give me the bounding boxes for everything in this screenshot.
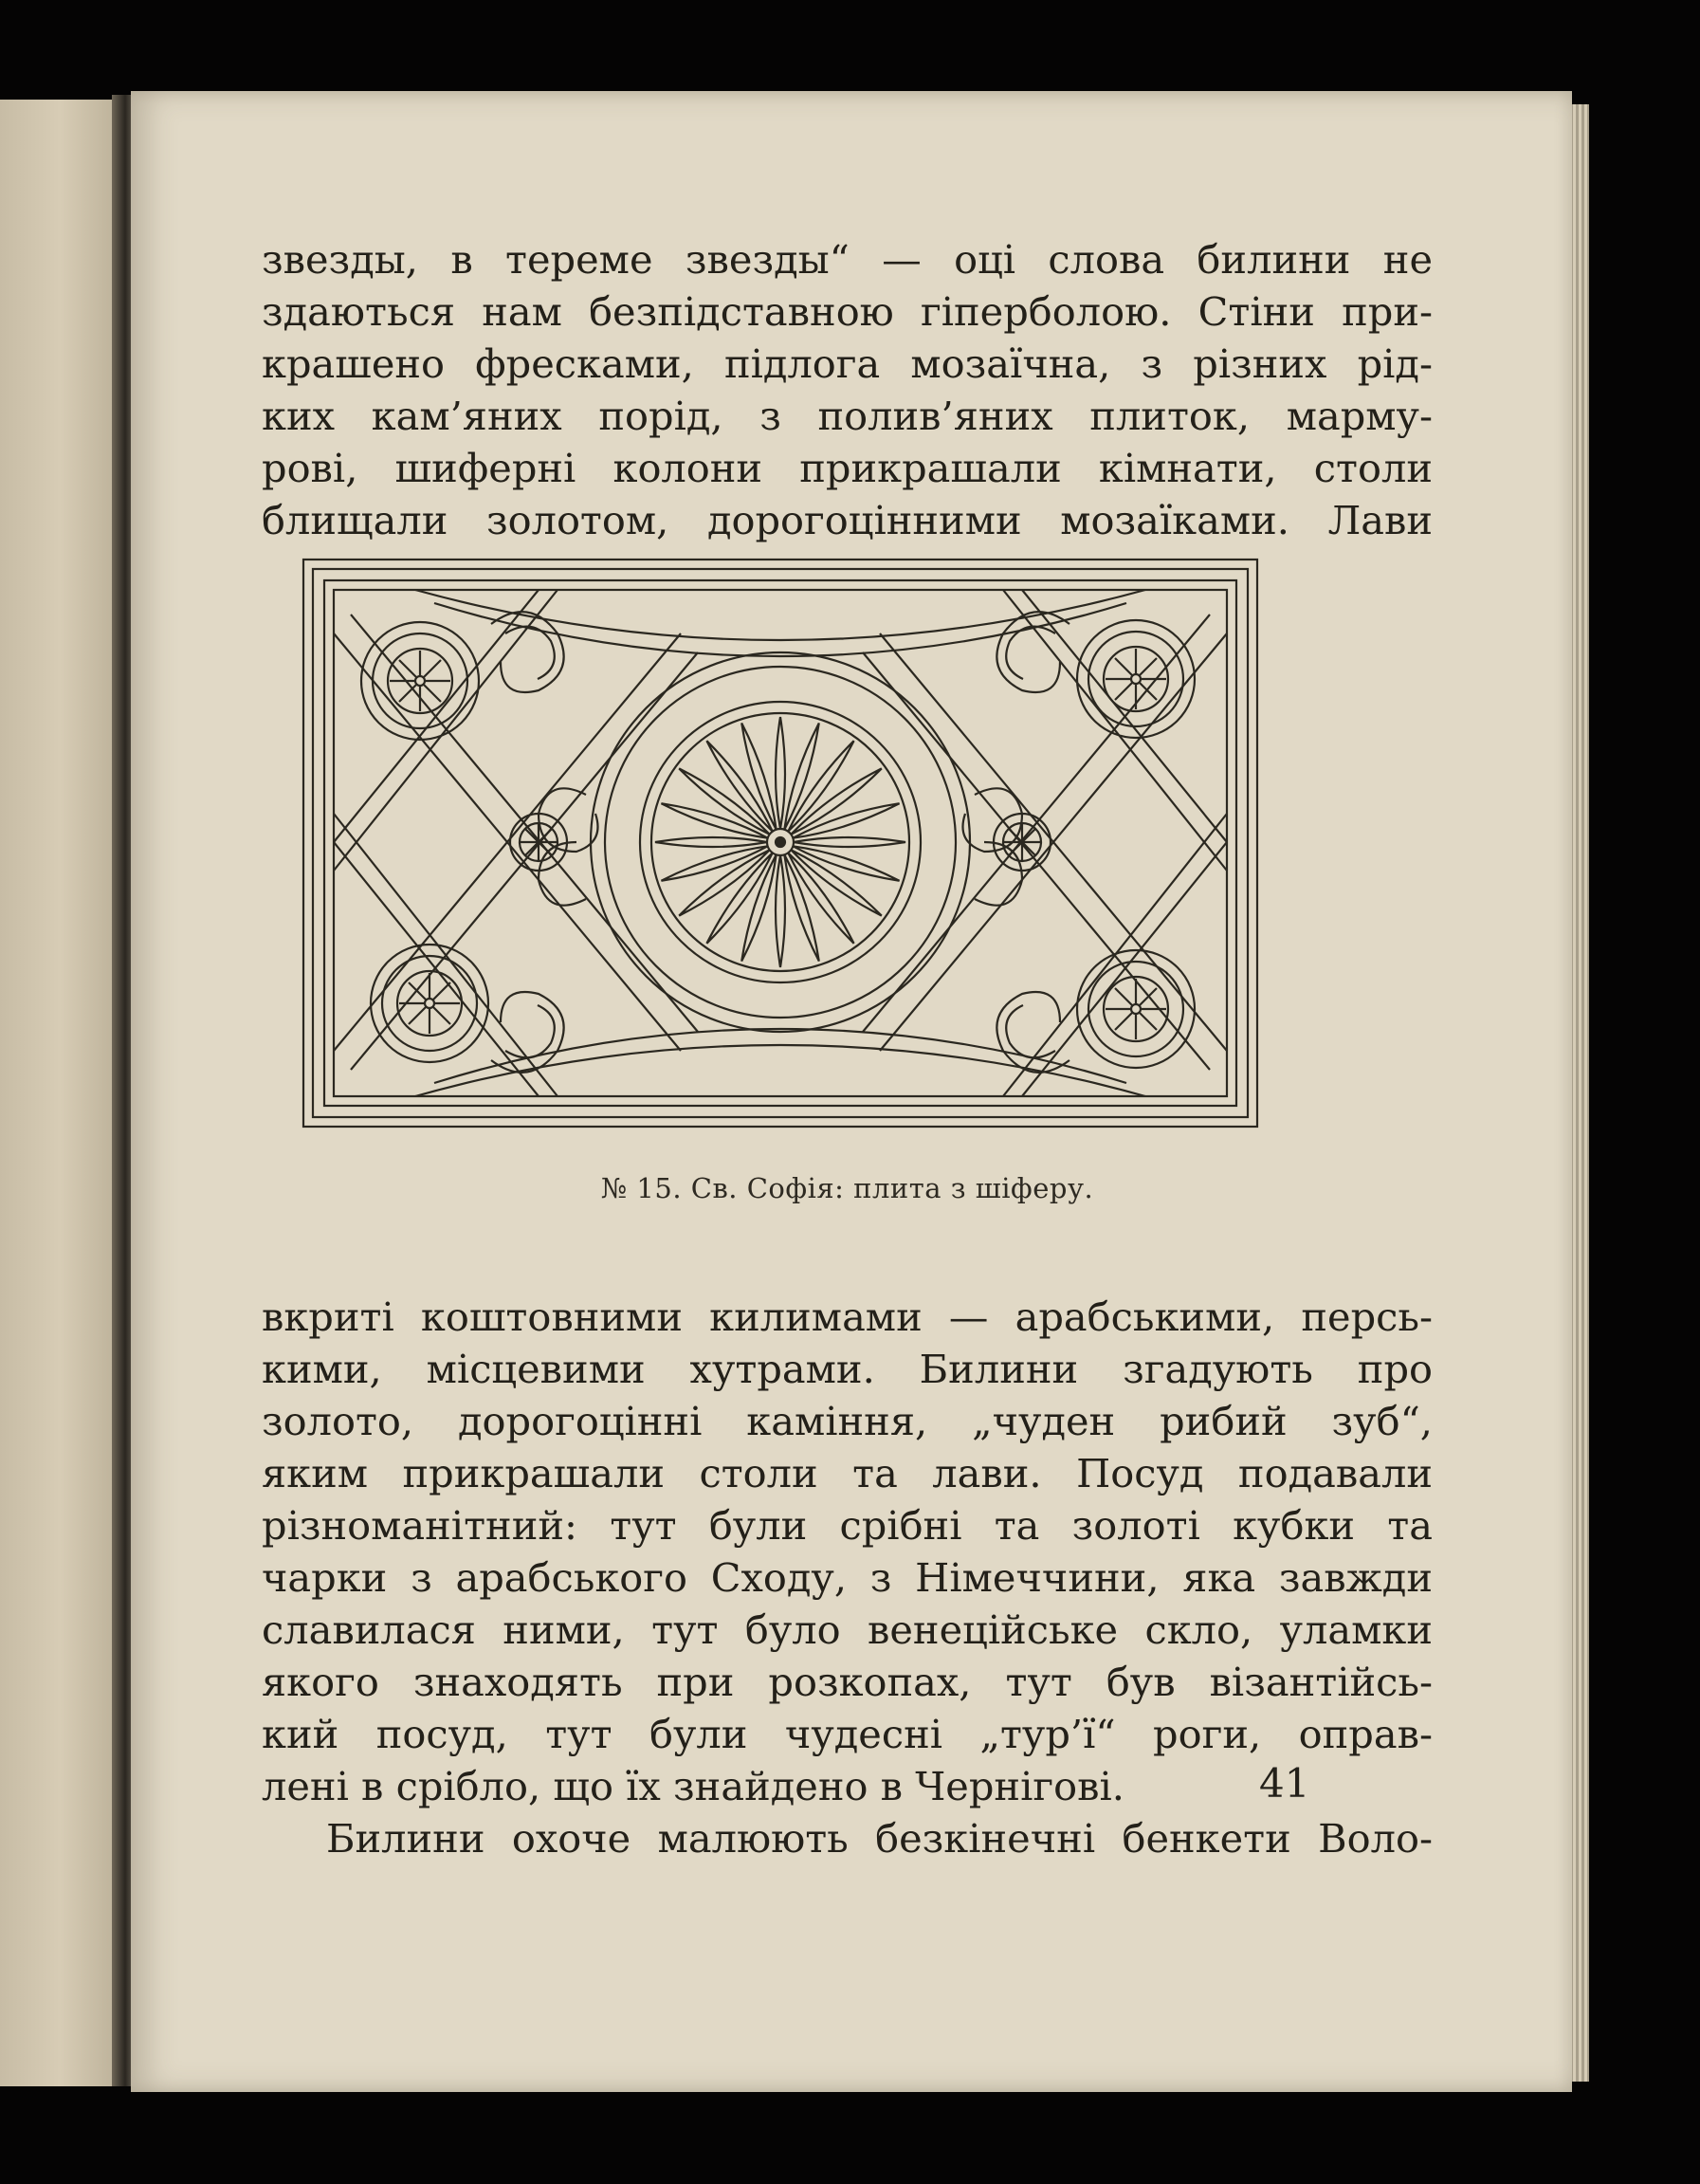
text-line-indented: Билини охоче малюють безкінечні бенкети Воло- [326,1815,1433,1862]
text-line: блищали золотом, дорогоцінними мозаїками. Лави [262,497,1433,543]
rosette-bottom-right [1077,950,1195,1068]
text-line: чарки з арабського Сходу, з Німеччини, яка завжди [262,1554,1433,1601]
text-line: звезды, в тереме звезды“ — оці слова билини не [262,236,1433,283]
text-line: кими, місцевими хутрами. Билини згадують про [262,1346,1433,1392]
text-line: якого знаходять при розкопах, тут був візантійсь- [262,1659,1433,1705]
text-line: ких кам’яних порід, з полив’яних плиток, марму- [262,393,1433,439]
text-line: славилася ними, тут було венеційське скло, уламки [262,1606,1433,1653]
text-line: різноманітний: тут були срібні та золоті кубки та [262,1502,1433,1549]
text-line: золото, дорогоцінні каміння, „чуден рибий зуб“, [262,1398,1433,1444]
paragraph-top [262,233,1433,546]
slate-slab-illustration [302,558,1259,1129]
text-line: яким прикрашали столи та лави. Посуд подавали [262,1450,1433,1496]
text-line: крашено фресками, підлога мозаїчна, з різних рід- [262,340,1433,387]
central-roundel [591,652,970,1032]
text-line: здаються нам безпідставною гіперболою. Стіни при- [262,288,1433,335]
book-page [131,91,1572,2092]
page-number: 41 [1259,1760,1310,1807]
text-line: лені в срібло, що їх знайдено в Чернігові. [262,1763,1124,1809]
rosette-top-left [361,622,479,740]
text-line: кий посуд, тут були чудесні „тур’ї“ роги, оправ- [262,1711,1433,1757]
figure-caption: № 15. Св. Софія: плита з шіферу. [600,1172,1094,1204]
text-line: вкриті коштовними килимами — арабськими, персь- [262,1294,1433,1340]
interlace-ornament [302,558,1259,1129]
paragraph-bottom [262,1291,1433,1864]
text-line: рові, шиферні колони прикрашали кімнати, столи [262,445,1433,491]
